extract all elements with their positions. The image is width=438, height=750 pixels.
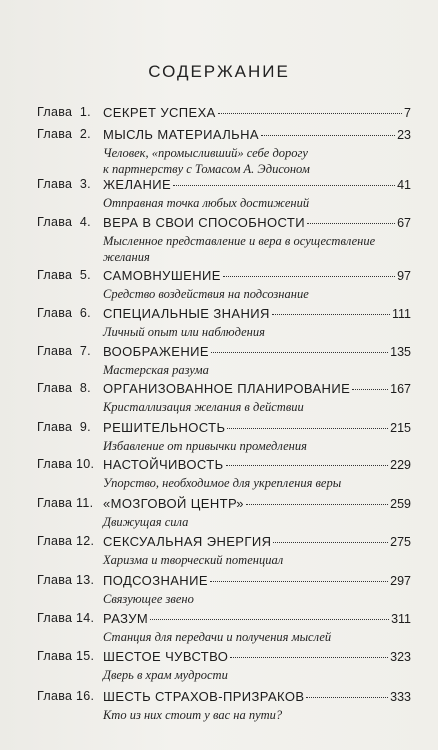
chapter-label xyxy=(37,649,94,663)
chapter-title: ШЕСТОЕ ЧУВСТВО xyxy=(103,649,229,664)
chapter-word: Глава xyxy=(37,496,77,510)
dot-leader xyxy=(352,388,388,390)
chapter-word: Глава xyxy=(37,306,77,320)
chapter-label xyxy=(37,127,91,141)
chapter-title: МЫСЛЬ МАТЕРИАЛЬНА xyxy=(103,127,259,142)
chapter-title: САМОВНУШЕНИЕ xyxy=(103,268,221,283)
chapter-subtitle: желания xyxy=(103,250,150,264)
chapter-title: ПОДСОЗНАНИЕ xyxy=(103,573,208,588)
chapter-word: Глава xyxy=(37,344,77,358)
chapter-word: Глава xyxy=(37,215,77,229)
dot-leader xyxy=(223,275,395,277)
chapter-label xyxy=(37,268,91,282)
chapter-subtitle: Дверь в храм мудрости xyxy=(103,668,228,682)
chapter-word: Глава xyxy=(37,457,77,471)
chapter-label xyxy=(37,306,91,320)
chapter-label xyxy=(37,177,91,191)
chapter-subtitle: Кристаллизация желания в действии xyxy=(103,400,304,414)
page-number: 323 xyxy=(390,650,411,664)
chapter-label xyxy=(37,215,91,229)
chapter-label xyxy=(37,457,94,471)
page-number: 67 xyxy=(397,216,411,230)
chapter-number: 16. xyxy=(76,689,95,703)
chapter-title: ОРГАНИЗОВАННОЕ ПЛАНИРОВАНИЕ xyxy=(103,381,351,396)
chapter-number: 7. xyxy=(76,344,91,358)
chapter-word: Глава xyxy=(37,649,77,663)
chapter-subtitle: Избавление от привычки промедления xyxy=(103,439,307,453)
chapter-title: РАЗУМ xyxy=(103,611,149,626)
chapter-word: Глава xyxy=(37,420,77,434)
page-number: 297 xyxy=(390,574,411,588)
chapter-title-line xyxy=(103,268,411,283)
chapter-word: Глава xyxy=(37,177,77,191)
dot-leader xyxy=(261,134,395,136)
chapter-subtitle: Связующее звено xyxy=(103,592,194,606)
chapter-title: ШЕСТЬ СТРАХОВ-ПРИЗРАКОВ xyxy=(103,689,305,704)
chapter-word: Глава xyxy=(37,689,77,703)
dot-leader xyxy=(226,464,389,466)
chapter-number: 3. xyxy=(76,177,91,191)
chapter-number: 5. xyxy=(76,268,91,282)
chapter-subtitle: Человек, «промысливший» себе дорогу xyxy=(103,146,308,160)
chapter-subtitle: Станция для передачи и получения мыслей xyxy=(103,630,332,644)
chapter-label xyxy=(37,689,94,703)
chapter-title-line xyxy=(103,381,411,396)
dot-leader xyxy=(273,541,388,543)
chapter-title: ЖЕЛАНИЕ xyxy=(103,177,172,192)
chapter-title-line xyxy=(103,177,411,192)
chapter-number: 14. xyxy=(76,611,95,625)
chapter-number: 1. xyxy=(76,105,91,119)
chapter-word: Глава xyxy=(37,381,77,395)
dot-leader xyxy=(150,618,389,620)
page-number: 111 xyxy=(391,307,411,321)
chapter-title-line xyxy=(103,689,411,704)
chapter-subtitle: Кто из них стоит у вас на пути? xyxy=(103,708,283,722)
chapter-number: 11. xyxy=(76,496,94,510)
chapter-title-line xyxy=(103,215,411,230)
chapter-title: СЕКРЕТ УСПЕХА xyxy=(103,105,216,120)
chapter-subtitle: Мастерская разума xyxy=(103,363,209,377)
chapter-title: СЕКСУАЛЬНАЯ ЭНЕРГИЯ xyxy=(103,534,272,549)
chapter-title: «МОЗГОВОЙ ЦЕНТР» xyxy=(103,496,244,511)
chapter-subtitle: к партнерству с Томасом А. Эдисоном xyxy=(103,162,310,176)
chapter-subtitle: Мысленное представление и вера в осуществление xyxy=(103,234,376,248)
chapter-number: 10. xyxy=(76,457,95,471)
chapter-number: 15. xyxy=(76,649,95,663)
chapter-subtitle: Движущая сила xyxy=(103,515,189,529)
chapter-title-line xyxy=(103,306,411,321)
chapter-title-line xyxy=(103,496,411,511)
dot-leader xyxy=(230,656,388,658)
dot-leader xyxy=(272,313,390,315)
page-number: 41 xyxy=(397,178,411,192)
dot-leader xyxy=(306,696,388,698)
chapter-subtitle: Личный опыт или наблюдения xyxy=(103,325,265,339)
page-number: 23 xyxy=(397,128,411,142)
chapter-title-line xyxy=(103,534,411,549)
page-number: 215 xyxy=(390,421,411,435)
dot-leader xyxy=(173,184,395,186)
chapter-title: НАСТОЙЧИВОСТЬ xyxy=(103,457,224,472)
chapter-label xyxy=(37,611,94,625)
chapter-subtitle: Упорство, необходимое для укрепления веры xyxy=(103,476,342,490)
chapter-title: ВЕРА В СВОИ СПОСОБНОСТИ xyxy=(103,215,305,230)
page-number: 311 xyxy=(391,612,411,626)
chapter-number: 8. xyxy=(76,381,91,395)
chapter-word: Глава xyxy=(37,105,77,119)
page-number: 167 xyxy=(390,382,411,396)
chapter-title-line xyxy=(103,344,411,359)
chapter-subtitle: Средство воздействия на подсознание xyxy=(103,287,309,301)
chapter-title-line xyxy=(103,573,411,588)
dot-leader xyxy=(211,351,388,353)
chapter-label xyxy=(37,573,94,587)
dot-leader xyxy=(246,503,388,505)
dot-leader xyxy=(218,112,402,114)
chapter-title-line xyxy=(103,105,411,120)
chapter-title-line xyxy=(103,649,411,664)
page-title: СОДЕРЖАНИЕ xyxy=(148,62,290,81)
chapter-title: ВООБРАЖЕНИЕ xyxy=(103,344,209,359)
chapter-title-line xyxy=(103,611,411,626)
chapter-word: Глава xyxy=(37,573,77,587)
chapter-label xyxy=(37,344,91,358)
chapter-number: 9. xyxy=(76,420,91,434)
chapter-label xyxy=(37,496,93,510)
page-number: 229 xyxy=(390,458,411,472)
dot-leader xyxy=(227,427,388,429)
chapter-label xyxy=(37,381,91,395)
chapter-number: 12. xyxy=(76,534,95,548)
page-number: 259 xyxy=(390,497,411,511)
chapter-word: Глава xyxy=(37,534,77,548)
chapter-subtitle: Харизма и творческий потенциал xyxy=(103,553,284,567)
chapter-word: Глава xyxy=(37,268,77,282)
chapter-word: Глава xyxy=(37,127,77,141)
page-number: 135 xyxy=(390,345,411,359)
chapter-number: 2. xyxy=(76,127,91,141)
chapter-subtitle: Отправная точка любых достижений xyxy=(103,196,310,210)
chapter-word: Глава xyxy=(37,611,77,625)
chapter-label xyxy=(37,105,91,119)
page-number: 97 xyxy=(397,269,411,283)
page-number: 7 xyxy=(404,106,411,120)
chapter-label xyxy=(37,534,94,548)
dot-leader xyxy=(307,222,395,224)
chapter-number: 13. xyxy=(76,573,95,587)
chapter-title-line xyxy=(103,457,411,472)
chapter-title-line xyxy=(103,420,411,435)
chapter-title-line xyxy=(103,127,411,142)
dot-leader xyxy=(210,580,388,582)
chapter-label xyxy=(37,420,91,434)
chapter-title: СПЕЦИАЛЬНЫЕ ЗНАНИЯ xyxy=(103,306,270,321)
page-number: 275 xyxy=(390,535,411,549)
page-number: 333 xyxy=(390,690,411,704)
chapter-title: РЕШИТЕЛЬНОСТЬ xyxy=(103,420,226,435)
chapter-number: 4. xyxy=(76,215,91,229)
chapter-number: 6. xyxy=(76,306,91,320)
